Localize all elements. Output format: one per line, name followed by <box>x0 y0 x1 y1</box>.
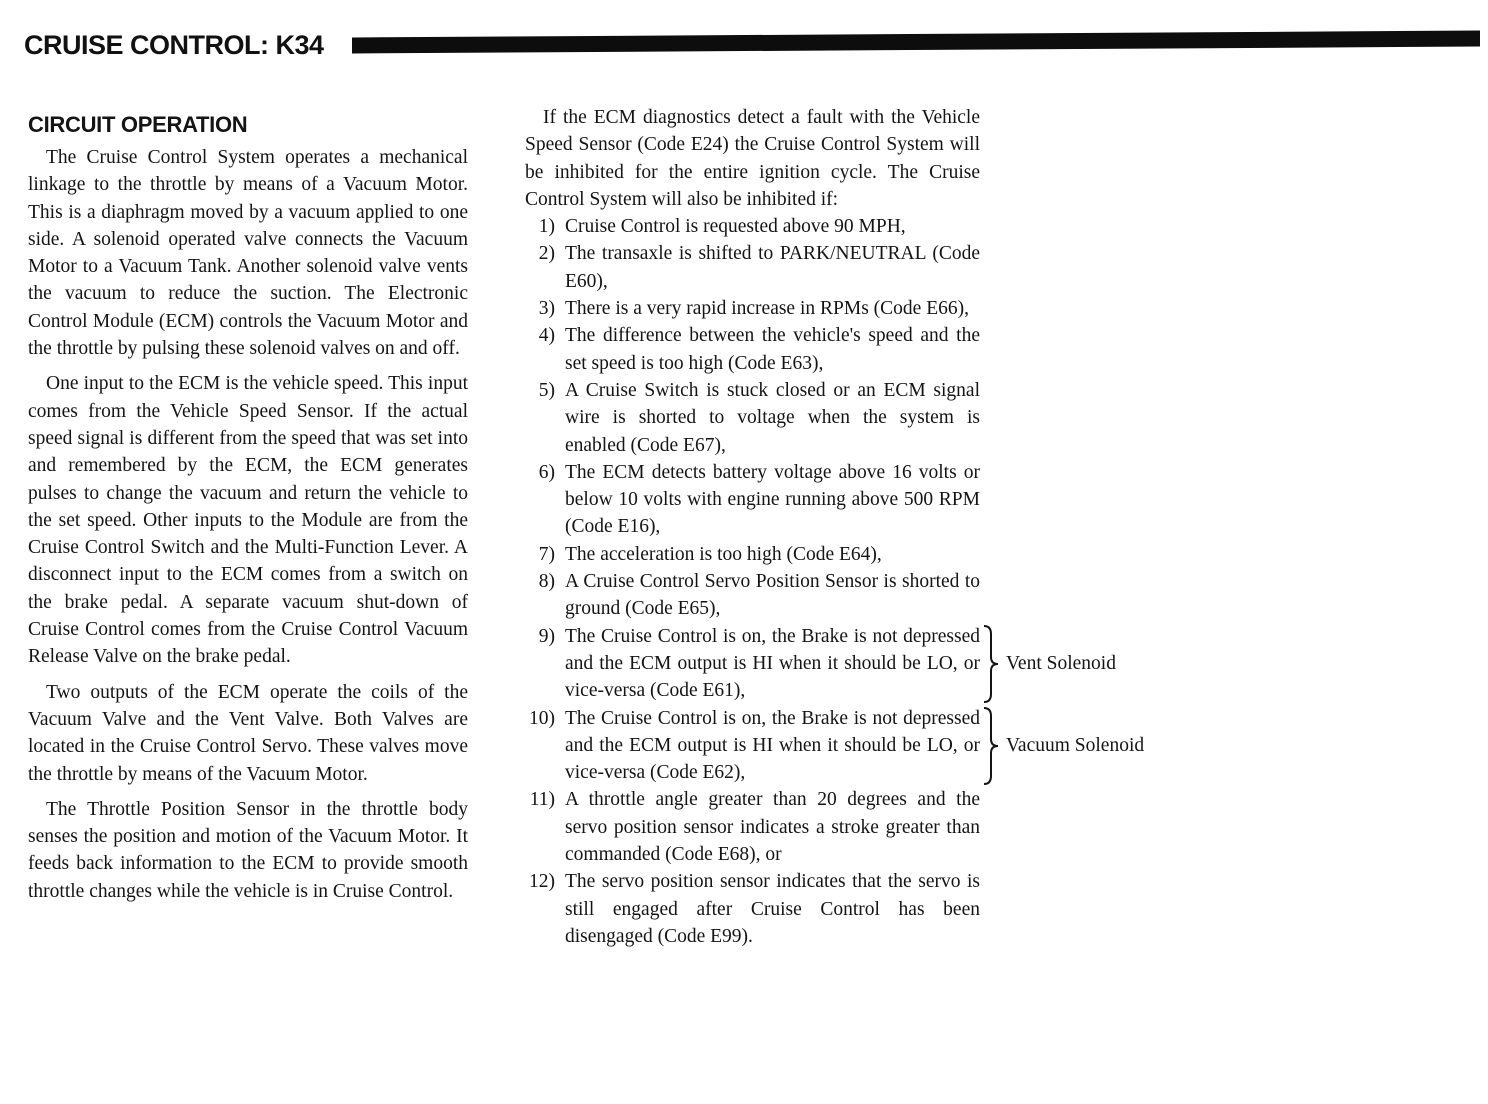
left-column <box>28 112 468 913</box>
condition-text: The Cruise Control is on, the Brake is not depressed and the ECM output is HI when it should be LO, or vice-versa (Code E62), <box>565 707 980 784</box>
section-title: CIRCUIT OPERATION <box>28 112 248 137</box>
vent-solenoid-label: Vent Solenoid <box>1006 653 1116 674</box>
condition-item <box>525 705 980 787</box>
paragraph-3: Two outputs of the ECM operate the coils of the Vacuum Valve and the Vent Valve. Both Valves are located in the Cruise Control Servo. These valves move the throttle by means of the Vacuum Motor. <box>28 681 468 785</box>
condition-text: The difference between the vehicle's speed and the set speed is too high (Code E63), <box>565 325 980 374</box>
condition-item <box>525 240 980 295</box>
condition-text: The acceleration is too high (Code E64), <box>565 543 882 565</box>
condition-number: 4) <box>538 325 555 347</box>
condition-item <box>525 541 980 568</box>
inhibit-conditions-list <box>525 213 980 950</box>
condition-number: 2) <box>538 243 555 265</box>
vacuum-solenoid-label: Vacuum Solenoid <box>1006 735 1145 756</box>
condition-text: The transaxle is shifted to PARK/NEUTRAL (Code E60), <box>565 243 980 292</box>
condition-item <box>525 568 980 623</box>
condition-item <box>525 786 980 868</box>
page-header-title: CRUISE CONTROL: K34 <box>24 30 324 60</box>
vent-solenoid-annotation <box>982 623 1116 705</box>
vacuum-solenoid-annotation <box>982 705 1144 787</box>
condition-text: There is a very rapid increase in RPMs (Code E66), <box>565 298 969 320</box>
condition-item <box>525 459 980 541</box>
condition-text: Cruise Control is requested above 90 MPH, <box>565 216 906 238</box>
condition-number: 5) <box>538 379 555 401</box>
paragraph-4: The Throttle Position Sensor in the throttle body senses the position and motion of the Vacuum Motor. It feeds back information to the ECM to provide smooth throttle changes while the vehicle is in Cruise Control. <box>28 798 468 902</box>
condition-number: 7) <box>538 543 555 565</box>
condition-item <box>525 322 980 377</box>
header-rule <box>352 31 1480 54</box>
condition-number: 10) <box>529 707 555 729</box>
condition-text: A Cruise Control Servo Position Sensor is shorted to ground (Code E65), <box>565 571 980 620</box>
right-brace-icon <box>982 705 1000 787</box>
condition-text: The Cruise Control is on, the Brake is not depressed and the ECM output is HI when it should be LO, or vice-versa (Code E61), <box>565 625 980 702</box>
condition-number: 1) <box>538 216 555 238</box>
paragraph-1: The Cruise Control System operates a mechanical linkage to the throttle by means of a Vacuum Motor. This is a diaphragm moved by a vacuum applied to one side. A solenoid operated valve connects the Vacuum Motor to a Vacuum Tank. Another solenoid valve vents the vacuum to reduce the suction. The Electronic Control Module (ECM) controls the Vacuum Motor and the throttle by pulsing these solenoid valves on and off. <box>28 147 468 360</box>
condition-item <box>525 377 980 459</box>
inhibit-intro: If the ECM diagnostics detect a fault with the Vehicle Speed Sensor (Code E24) the Cruise Control System will be inhibited for the entire ignition cycle. The Cruise Control System will also be inhibited if: <box>525 107 980 210</box>
condition-item <box>525 295 980 322</box>
condition-item <box>525 623 980 705</box>
paragraph-2: One input to the ECM is the vehicle speed. This input comes from the Vehicle Speed Sensor. If the actual speed signal is different from the speed that was set into and remembered by the ECM, the ECM generates pulses to change the vacuum and return the vehicle to the set speed. Other inputs to the Module are from the Cruise Control Switch and the Multi-Function Lever. A disconnect input to the ECM comes from a switch on the brake pedal. A separate vacuum shut-down of Cruise Control comes from the Cruise Control Vacuum Release Valve on the brake pedal. <box>28 373 468 668</box>
condition-number: 8) <box>538 571 555 593</box>
right-brace-icon <box>982 623 1000 705</box>
condition-number: 11) <box>529 789 555 811</box>
condition-text: The servo position sensor indicates that the servo is still engaged after Cruise Control has been disengaged (Code E99). <box>565 871 980 947</box>
condition-text: The ECM detects battery voltage above 16 volts or below 10 volts with engine running above 500 RPM (Code E16), <box>565 461 980 538</box>
condition-number: 6) <box>538 461 555 483</box>
condition-number: 3) <box>538 298 555 320</box>
condition-number: 9) <box>538 625 555 647</box>
condition-item <box>525 213 980 240</box>
condition-number: 12) <box>529 871 555 893</box>
condition-item <box>525 868 980 950</box>
condition-text: A throttle angle greater than 20 degrees and the servo position sensor indicates a stroke greater than commanded (Code E68), or <box>565 789 980 866</box>
right-column <box>525 104 980 950</box>
condition-text: A Cruise Switch is stuck closed or an ECM signal wire is shorted to voltage when the system is enabled (Code E67), <box>565 379 980 456</box>
